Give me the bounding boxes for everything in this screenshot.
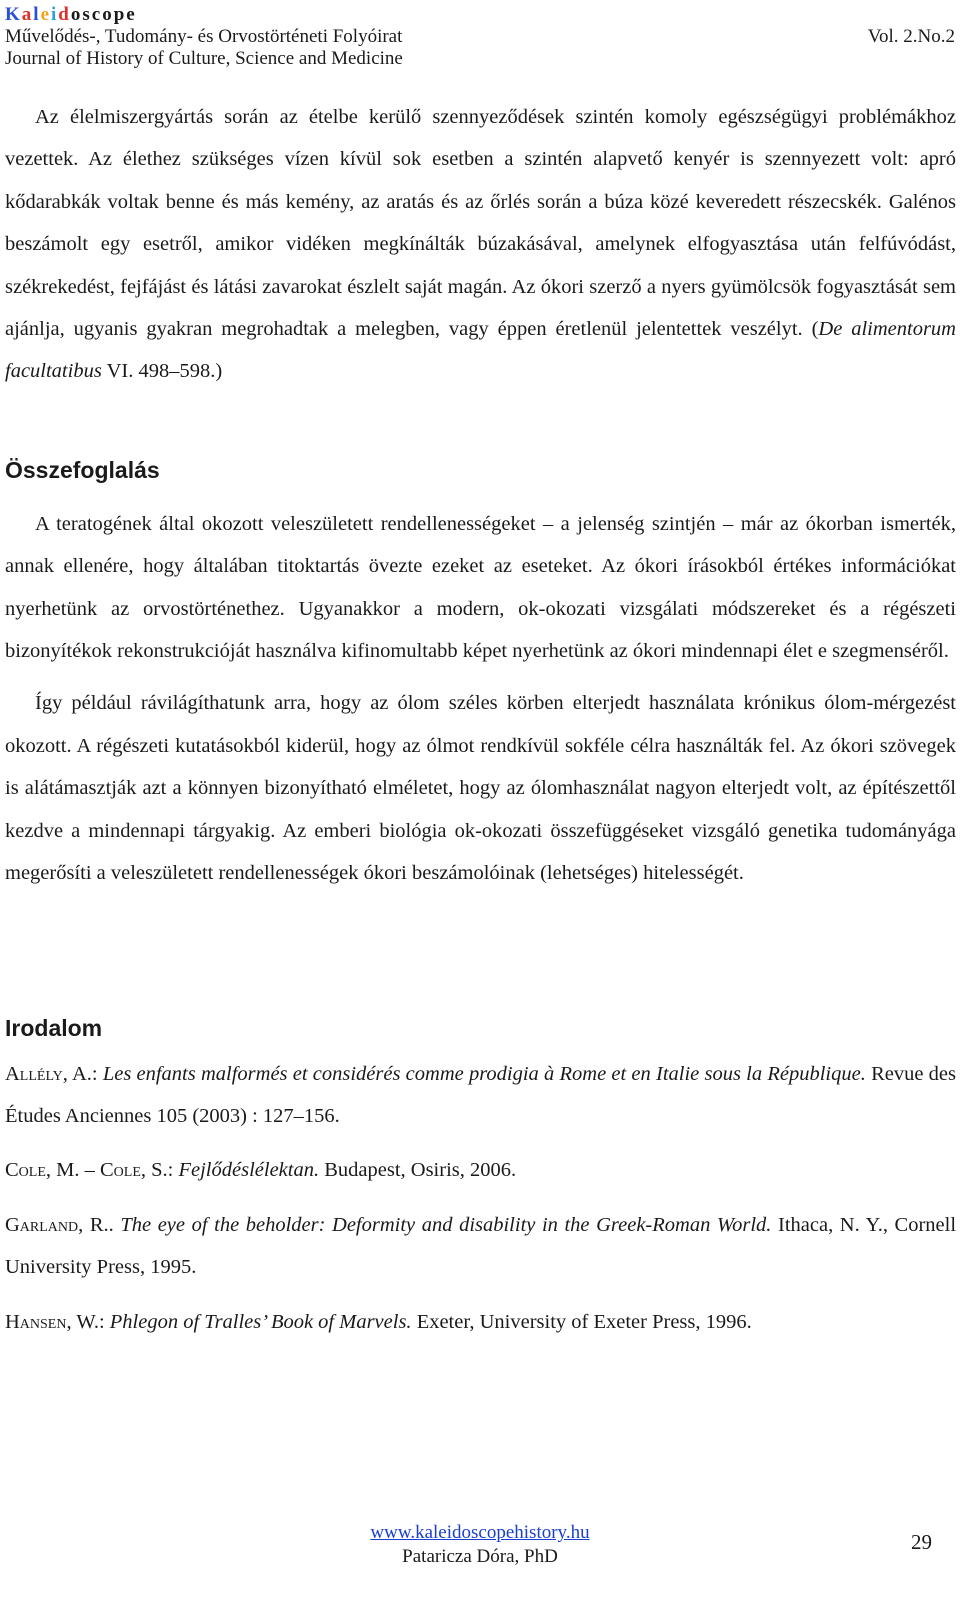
paragraph-text: Az élelmiszergyártás során az ételbe kerülő szennyeződések szintén komoly egészségügyi problémákhoz vezettek. Az élethez szükséges vízen kívül sok esetben a szintén alapvető kenyér is szennyezett volt: apró kődarabkák voltak benne és más kemény, az aratás és az őrlés során a búza közé keveredett részecskék. Galénos beszámolt egy esetről, amikor vidéken megkínálták búzakásával, amelynek elfogyasztása után felfúvódást, székrekedést, fejfájást és látási zavarokat észlelt saját magán. Az ókori szerző a nyers gyümölcsök fogyasztását sem ajánlja, ugyanis gyakran megrohadtak a melegben, vagy éppen éretlenül jelentettek veszélyt. ( [5, 106, 956, 341]
logo-letter: e [40, 4, 51, 25]
reference-author: Allély, A. [5, 1062, 92, 1085]
reference-author: Hansen, W. [5, 1310, 99, 1333]
paragraph-text: VI. 498–598.) [101, 360, 223, 383]
reference-publication: Ithaca, N. Y., Cornell University Press, 1995. [5, 1213, 957, 1279]
reference-list [5, 1053, 956, 1343]
reference-title: Fejlődéslélektan. [178, 1159, 320, 1182]
reference-publication: Budapest, Osiris, 2006. [319, 1159, 517, 1182]
website-link[interactable]: www.kaleidoscopehistory.hu [370, 1522, 590, 1543]
logo-letter: o [102, 4, 114, 25]
reference-separator: : [167, 1159, 179, 1182]
logo-letter: c [91, 4, 103, 25]
journal-subtitle-hu: Művelődés-, Tudomány- és Orvostörténeti Folyóirat [5, 26, 403, 47]
logo-letter: o [70, 4, 83, 25]
journal-subtitle-en: Journal of History of Culture, Science and Medicine [5, 48, 403, 69]
page-header [5, 4, 955, 70]
references-heading: Irodalom [5, 1014, 103, 1041]
logo-letter: K [5, 4, 22, 25]
logo-letter: l [33, 4, 41, 25]
logo-letter: a [21, 4, 34, 25]
citation-title: De alimentorum facultatibus [5, 318, 956, 383]
reference-separator: : [91, 1062, 103, 1085]
summary-paragraph-1: A teratogének által okozott veleszületett rendellenességeket – a jelenség szintjén – már az ókorban ismerték, annak ellenére, hogy általában titoktartás övezte ezeket az eseteket. Az ókori írásokból értékes információkat nyerhetünk az orvostörténethez. Ugyanakkor a modern, ok-okozati vizsgálati módszereket és a régészeti bizonyítékok rekonstrukcióját használva kifinomultabb képet nyerhetünk az ókori mindennapi élet e szegmenséről. [5, 512, 956, 663]
page-number: 29 [911, 1530, 932, 1554]
logo-letter: p [113, 4, 127, 25]
body-paragraph [5, 96, 956, 393]
reference-publication: Revue des Études Anciennes 105 (2003) : 127–156. [5, 1062, 956, 1127]
reference-separator: . [108, 1213, 121, 1236]
header-line-hu [5, 26, 955, 48]
reference-title: Les enfants malformés et considérés comme prodigia à Rome et en Italie sous la République. [102, 1062, 866, 1085]
reference-item [5, 1301, 956, 1343]
summary-paragraph-2: Így például rávilágíthatunk arra, hogy az ólom széles körben elterjedt használata krónikus ólom-mérgezést okozott. A régészeti kutatásokból kiderül, hogy az ólmot rendkívül sokféle célra használták fel. Az ókori szövegek is alátámasztják azt a könnyen bizonyítható elméletet, hogy az ólomhasználat nagyon elterjedt volt, az építészettől kezdve a mindennapi tárgyakig. Az emberi biológia ok-okozati összefüggéseket vizsgáló genetika tudományága megerősíti a veleszületett rendellenességek ókori beszámolóinak (lehetséges) hitelességét. [5, 692, 956, 885]
reference-author: Garland, R. [5, 1213, 109, 1236]
logo-letter: d [58, 4, 71, 25]
reference-item [5, 1053, 956, 1138]
reference-author: Cole, M. – Cole, S. [5, 1159, 168, 1182]
reference-title: The eye of the beholder: Deformity and disability in the Greek-Roman World. [120, 1213, 772, 1236]
reference-item [5, 1204, 956, 1289]
page-content [5, 96, 956, 1343]
reference-separator: : [98, 1310, 110, 1333]
logo-letter: e [126, 4, 137, 25]
logo-letter: i [51, 4, 59, 25]
reference-title: Phlegon of Tralles’ Book of Marvels. [109, 1310, 412, 1333]
volume-label: Vol. 2.No.2 [867, 26, 955, 47]
reference-item [5, 1149, 956, 1191]
author-name: Pataricza Dóra, PhD [402, 1546, 558, 1567]
journal-logo [5, 4, 955, 26]
reference-publication: Exeter, University of Exeter Press, 1996. [411, 1310, 752, 1333]
logo-letter: s [82, 4, 92, 25]
summary-heading: Összefoglalás [5, 456, 160, 483]
